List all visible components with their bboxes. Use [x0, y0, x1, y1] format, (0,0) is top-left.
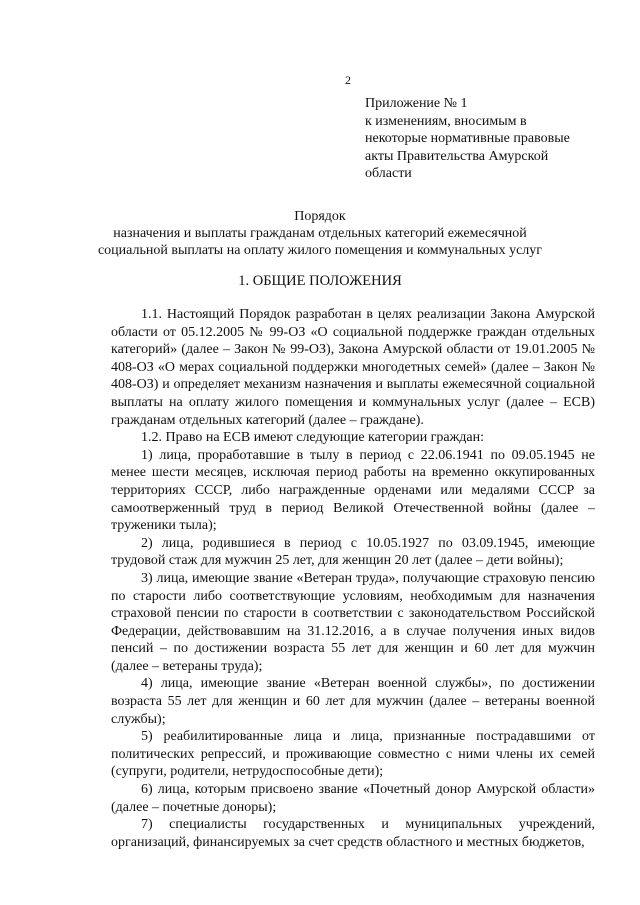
- paragraph: 7) специалисты государственных и муниципальных учреждений, организаций, финансируемых за счет средств областного и местных бюджетов,: [111, 817, 595, 850]
- paragraph: 3) лица, имеющие звание «Ветеран труда», получающие страховую пенсию по старости либо соответствующие условиям, необходимым для назначения страховой пенсии по старости в соответствии с законодательством Российской Федерации, действовавшим на 31.12.2016, а в случае получения иных видов пенсий – по достижении возраста 55 лет для женщин и 60 лет для мужчин (далее – ветераны труда);: [111, 570, 595, 674]
- appendix-line: акты Правительства Амурской: [365, 148, 549, 164]
- appendix-block: [365, 95, 615, 183]
- paragraph: 5) реабилитированные лица и лица, признанные пострадавшими от политических репрессий, и проживающие совместно с ними члены их семей (супруги, родители, нетрудоспособные дети);: [111, 729, 595, 780]
- paragraph: 1.1. Настоящий Порядок разработан в целях реализации Закона Амурской области от 05.12.2005 № 99-ОЗ «О социальной поддержке граждан отдельных категорий» (далее – Закон № 99-ОЗ), Закона Амурской области от 19.01.2005 № 408-ОЗ «О мерах социальной поддержки многодетных семей» (далее – Закон № 408-ОЗ) и определяет механизм назначения и выплаты ежемесячной социальной выплаты на оплату жилого помещения и коммунальных услуг (далее – ЕСВ) гражданам отдельных категорий (далее – граждане).: [111, 307, 595, 428]
- title-line: Порядок: [294, 209, 346, 224]
- paragraph: 1) лица, проработавшие в тылу в период с 22.06.1941 по 09.05.1945 не менее шести месяцев, исключая период работы на временно оккупированных территориях СССР, либо награжденные орденами или медалями СССР за самоотверженный труд в период Великой Отечественной войны (далее – труженики тыла);: [111, 447, 595, 534]
- appendix-line: Приложение № 1: [365, 96, 468, 111]
- section-heading: 1. ОБЩИЕ ПОЛОЖЕНИЯ: [238, 273, 402, 289]
- paragraph: 1.2. Право на ЕСВ имеют следующие категории граждан:: [141, 430, 485, 446]
- page-number: 2: [345, 73, 351, 87]
- appendix-line: к изменениям, вносимым в: [365, 113, 527, 129]
- document-body: [111, 306, 595, 851]
- title-line: назначения и выплаты гражданам отдельных категорий ежемесячной: [113, 226, 527, 241]
- appendix-line: некоторые нормативные правовые: [365, 131, 570, 146]
- paragraph: 2) лица, родившиеся в период с 10.05.1927 по 03.09.1945, имеющие трудовой стаж для мужчин 25 лет, для женщин 20 лет (далее – дети войны);: [111, 535, 595, 569]
- title-line: социальной выплаты на оплату жилого помещения и коммунальных услуг: [97, 243, 543, 258]
- document-title: [70, 208, 570, 259]
- paragraph: 4) лица, имеющие звание «Ветеран военной службы», по достижении возраста 55 лет для женщин и 60 лет для мужчин (далее – ветераны военной службы);: [111, 676, 595, 727]
- paragraph: 6) лица, которым присвоено звание «Почетный донор Амурской области» (далее – почетные доноры);: [111, 782, 595, 815]
- appendix-line: области: [365, 166, 412, 181]
